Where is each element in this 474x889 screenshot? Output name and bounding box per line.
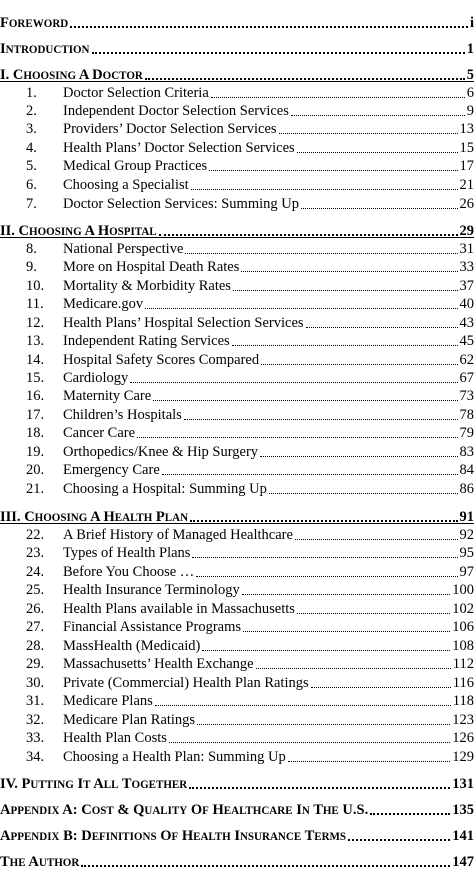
toc-page-number: 6 — [466, 85, 474, 101]
dot-leader — [202, 650, 450, 651]
toc-item — [0, 121, 474, 138]
toc-item — [0, 315, 474, 332]
toc-item — [0, 158, 474, 175]
dot-leader — [233, 290, 458, 291]
dot-leader — [242, 594, 451, 595]
toc-title: Medicare.gov — [63, 296, 144, 312]
dot-leader — [211, 97, 465, 98]
toc-page-number: 123 — [452, 712, 474, 728]
toc-item-number: 13. — [26, 333, 45, 349]
toc-page-number: 116 — [452, 675, 474, 691]
toc-page-number: 31 — [459, 241, 474, 257]
toc-item-number: 20. — [26, 462, 45, 478]
dot-leader — [145, 78, 465, 80]
toc-heading — [0, 827, 474, 845]
toc-page-number: 86 — [459, 481, 474, 497]
toc-item-number: 25. — [26, 582, 45, 598]
toc-item — [0, 333, 474, 350]
toc-page-number: 100 — [452, 582, 474, 598]
toc-item-number: 9. — [26, 259, 37, 275]
toc-item — [0, 352, 474, 369]
toc-title: Medicare Plans — [63, 693, 153, 709]
toc-page-number: 106 — [452, 619, 474, 635]
dot-leader — [243, 631, 450, 632]
dot-leader — [137, 437, 457, 438]
toc-item-number: 11. — [26, 296, 44, 312]
dot-leader — [130, 382, 457, 383]
toc-item-number: 4. — [26, 140, 37, 156]
toc-item-number: 14. — [26, 352, 45, 368]
toc-item — [0, 749, 474, 766]
dot-leader — [311, 687, 451, 688]
toc-page-number: 43 — [459, 315, 474, 331]
toc-item — [0, 296, 474, 313]
toc-page-number: 102 — [452, 601, 474, 617]
dot-leader — [92, 52, 465, 54]
dot-leader — [297, 152, 458, 153]
dot-leader — [306, 327, 458, 328]
dot-leader — [209, 170, 457, 171]
dot-leader — [269, 493, 458, 494]
toc-page-number: 112 — [452, 656, 474, 672]
toc-item — [0, 481, 474, 498]
toc-item-number: 24. — [26, 564, 45, 580]
toc-item-number: 1. — [26, 85, 37, 101]
toc-page-number: 147 — [452, 854, 474, 870]
dot-leader — [261, 364, 457, 365]
toc-title: Health Plans available in Massachusetts — [63, 601, 295, 617]
toc-item-number: 17. — [26, 407, 45, 423]
toc-item-number: 30. — [26, 675, 45, 691]
toc-item — [0, 259, 474, 276]
toc-section-heading — [0, 775, 474, 793]
dot-leader — [241, 271, 457, 272]
section-rule — [0, 237, 474, 238]
dot-leader — [189, 787, 450, 789]
toc-title: Choosing a Specialist — [63, 177, 189, 193]
toc-page-number: 129 — [452, 749, 474, 765]
toc-item — [0, 545, 474, 562]
toc-item-number: 19. — [26, 444, 45, 460]
toc-heading — [0, 853, 474, 871]
toc-item — [0, 177, 474, 194]
toc-title: I. CHOOSING A DOCTOR — [0, 67, 143, 83]
toc-heading — [0, 14, 474, 32]
toc-title: Children’s Hospitals — [63, 407, 182, 423]
toc-item-number: 32. — [26, 712, 45, 728]
dot-leader — [191, 189, 458, 190]
dot-leader — [260, 456, 457, 457]
toc-title: III. CHOOSING A HEALTH PLAN — [0, 509, 189, 525]
toc-page-number: 67 — [459, 370, 474, 386]
toc-item-number: 27. — [26, 619, 45, 635]
toc-title: Choosing a Health Plan: Summing Up — [63, 749, 286, 765]
toc-title: APPENDIX B: DEFINITIONS OF HEALTH INSURANCE TERMS — [0, 828, 347, 844]
toc-page-number: 92 — [459, 527, 474, 543]
dot-leader — [192, 557, 457, 558]
toc-title: Choosing a Hospital: Summing Up — [63, 481, 267, 497]
toc-title: Emergency Care — [63, 462, 160, 478]
toc-title: Mortality & Morbidity Rates — [63, 278, 231, 294]
dot-leader — [155, 705, 451, 706]
dot-leader — [162, 474, 458, 475]
toc-title: INTRODUCTION — [0, 41, 90, 57]
dot-leader — [232, 345, 458, 346]
toc-page-number: i — [469, 15, 474, 31]
toc-title: Medical Group Practices — [63, 158, 208, 174]
toc-page-number: 9 — [466, 103, 474, 119]
toc-item-number: 6. — [26, 177, 37, 193]
dot-leader — [256, 668, 451, 669]
toc-item-number: 31. — [26, 693, 45, 709]
toc-title: THE AUTHOR — [0, 854, 80, 870]
toc-page-number: 141 — [452, 828, 474, 844]
toc-page-number: 13 — [459, 121, 474, 137]
toc-item — [0, 638, 474, 655]
toc-page-number: 29 — [459, 223, 474, 239]
toc-item — [0, 730, 474, 747]
toc-item — [0, 564, 474, 581]
toc-title: Types of Health Plans — [63, 545, 191, 561]
toc-title: Massachusetts’ Health Exchange — [63, 656, 254, 672]
toc-title: Medicare Plan Ratings — [63, 712, 196, 728]
toc-item — [0, 103, 474, 120]
toc-page-number: 118 — [452, 693, 474, 709]
toc-page-number: 135 — [452, 802, 474, 818]
dot-leader — [145, 308, 457, 309]
toc-title: APPENDIX A: COST & QUALITY OF HEALTHCARE IN THE U.S. — [0, 802, 369, 818]
dot-leader — [279, 133, 458, 134]
toc-title: Health Plan Costs — [63, 730, 167, 746]
toc-item — [0, 425, 474, 442]
toc-item — [0, 601, 474, 618]
toc-item — [0, 407, 474, 424]
toc-page-number: 97 — [459, 564, 474, 580]
toc-item-number: 21. — [26, 481, 45, 497]
toc-title: Health Plans’ Hospital Selection Services — [63, 315, 304, 331]
dot-leader — [70, 26, 468, 28]
toc-item-number: 7. — [26, 196, 37, 212]
toc-item — [0, 388, 474, 405]
dot-leader — [185, 253, 457, 254]
toc-page-number: 62 — [459, 352, 474, 368]
toc-item — [0, 241, 474, 258]
dot-leader — [190, 520, 457, 522]
dot-leader — [297, 613, 450, 614]
toc-page-number: 17 — [459, 158, 474, 174]
dot-leader — [348, 839, 450, 841]
toc-item-number: 16. — [26, 388, 45, 404]
toc-page-number: 45 — [459, 333, 474, 349]
toc-title: Cancer Care — [63, 425, 136, 441]
toc-title: Hospital Safety Scores Compared — [63, 352, 260, 368]
toc-page-number: 83 — [459, 444, 474, 460]
toc-page-number: 37 — [459, 278, 474, 294]
toc-item — [0, 140, 474, 157]
toc-item — [0, 462, 474, 479]
section-rule — [0, 81, 474, 82]
toc-page-number: 78 — [459, 407, 474, 423]
dot-leader — [184, 419, 458, 420]
toc-title: Doctor Selection Criteria — [63, 85, 209, 101]
toc-page-number: 126 — [452, 730, 474, 746]
toc-title: Health Insurance Terminology — [63, 582, 240, 598]
dot-leader — [301, 208, 458, 209]
toc-item-number: 22. — [26, 527, 45, 543]
toc-item-number: 18. — [26, 425, 45, 441]
toc-page-number: 79 — [459, 425, 474, 441]
toc-title: Maternity Care — [63, 388, 152, 404]
toc-title: Health Plans’ Doctor Selection Services — [63, 140, 295, 156]
toc-item — [0, 656, 474, 673]
toc-item — [0, 527, 474, 544]
toc-item — [0, 619, 474, 636]
dot-leader — [153, 400, 457, 401]
toc-title: FOREWORD — [0, 15, 69, 31]
toc-item-number: 23. — [26, 545, 45, 561]
toc-title: Independent Rating Services — [63, 333, 230, 349]
toc-page-number: 91 — [459, 509, 474, 525]
toc-title: A Brief History of Managed Healthcare — [63, 527, 293, 543]
toc-title: IV. PUTTING IT ALL TOGETHER — [0, 776, 188, 792]
toc-title: MassHealth (Medicaid) — [63, 638, 201, 654]
dot-leader — [169, 742, 450, 743]
toc-item-number: 2. — [26, 103, 37, 119]
toc-heading — [0, 801, 474, 819]
dot-leader — [288, 761, 451, 762]
toc-page-number: 95 — [459, 545, 474, 561]
toc-title: Before You Choose … — [63, 564, 195, 580]
toc-page-number: 73 — [459, 388, 474, 404]
toc-item-number: 33. — [26, 730, 45, 746]
toc-page-number: 33 — [459, 259, 474, 275]
toc-title: Orthopedics/Knee & Hip Surgery — [63, 444, 259, 460]
toc-item — [0, 444, 474, 461]
toc-page-number: 21 — [459, 177, 474, 193]
toc-item-number: 26. — [26, 601, 45, 617]
toc-item-number: 8. — [26, 241, 37, 257]
toc-title: Cardiology — [63, 370, 129, 386]
section-rule — [0, 523, 474, 524]
toc-item — [0, 278, 474, 295]
toc-page-number: 5 — [466, 67, 474, 83]
toc-item-number: 5. — [26, 158, 37, 174]
toc-item-number: 28. — [26, 638, 45, 654]
dot-leader — [370, 813, 450, 815]
toc-title: National Perspective — [63, 241, 184, 257]
toc-title: Private (Commercial) Health Plan Ratings — [63, 675, 309, 691]
toc-page-number: 40 — [459, 296, 474, 312]
toc-item — [0, 582, 474, 599]
toc-page-number: 84 — [459, 462, 474, 478]
toc-title: More on Hospital Death Rates — [63, 259, 240, 275]
toc-item-number: 29. — [26, 656, 45, 672]
toc-item — [0, 712, 474, 729]
toc-page-number: 131 — [452, 776, 474, 792]
dot-leader — [197, 724, 450, 725]
dot-leader — [295, 539, 458, 540]
dot-leader — [196, 576, 457, 577]
toc-item — [0, 693, 474, 710]
toc-title: Doctor Selection Services: Summing Up — [63, 196, 299, 212]
toc-title: Financial Assistance Programs — [63, 619, 242, 635]
toc-page-number: 26 — [459, 196, 474, 212]
toc-item-number: 10. — [26, 278, 45, 294]
toc-item — [0, 675, 474, 692]
toc-page-number: 15 — [459, 140, 474, 156]
toc-heading — [0, 40, 474, 58]
toc-item-number: 34. — [26, 749, 45, 765]
toc-title: II. CHOOSING A HOSPITAL — [0, 223, 157, 239]
toc-page-number: 108 — [452, 638, 474, 654]
toc-item — [0, 370, 474, 387]
toc-title: Providers’ Doctor Selection Services — [63, 121, 277, 137]
toc-item — [0, 85, 474, 102]
dot-leader — [81, 865, 450, 867]
dot-leader — [291, 115, 465, 116]
toc-item-number: 12. — [26, 315, 45, 331]
toc-item-number: 15. — [26, 370, 45, 386]
toc-item-number: 3. — [26, 121, 37, 137]
dot-leader — [159, 234, 458, 236]
toc-item — [0, 196, 474, 213]
toc-title: Independent Doctor Selection Services — [63, 103, 289, 119]
toc-page-number: 1 — [466, 41, 474, 57]
